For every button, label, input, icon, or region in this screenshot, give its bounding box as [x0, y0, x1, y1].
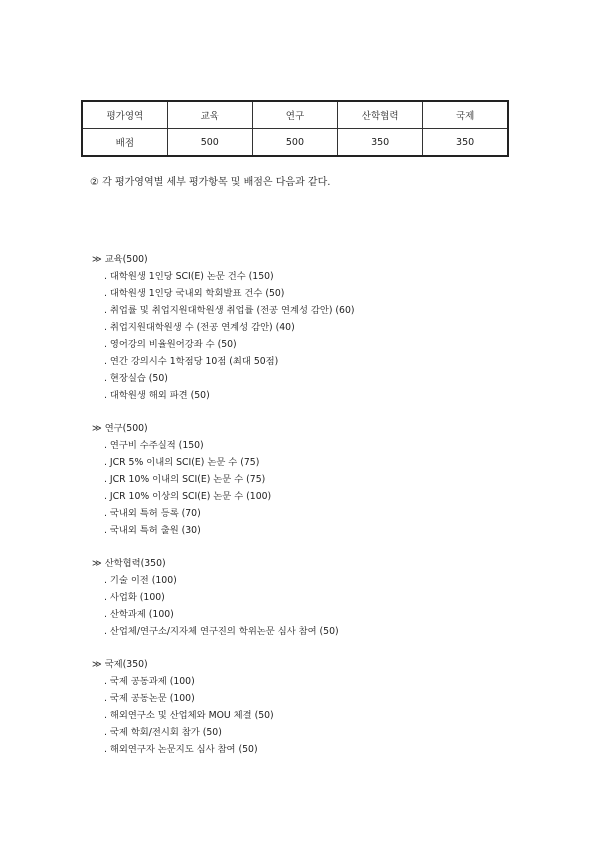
- section-title: ≫ 국제(350): [92, 659, 148, 670]
- table-cell: 평가영역: [82, 101, 167, 129]
- section-education: [92, 251, 355, 404]
- list-item: . 국제 학회/전시회 참가 (50): [104, 727, 222, 738]
- section-international: [92, 656, 355, 758]
- list-item: . 해외연구소 및 산업체와 MOU 체결 (50): [104, 710, 274, 721]
- table-cell: 국제: [423, 101, 508, 129]
- list-item: . 대학원생 1인당 SCI(E) 논문 건수 (150): [104, 271, 274, 282]
- table-row: [82, 129, 508, 157]
- list-item: . 산업체/연구소/지자체 연구진의 학위논문 심사 참여 (50): [104, 626, 339, 637]
- table-header-row: [82, 101, 508, 129]
- score-table: [81, 100, 509, 157]
- section-title: ≫ 산학협력(350): [92, 558, 166, 569]
- list-item: . 국내외 특허 등록 (70): [104, 508, 201, 519]
- list-item: . 영어강의 비율원어강좌 수 (50): [104, 339, 237, 350]
- list-item: . 기술 이전 (100): [104, 575, 177, 586]
- list-item: . 취업지원대학원생 수 (전공 연계성 감안) (40): [104, 322, 295, 333]
- section-title: ≫ 연구(500): [92, 423, 148, 434]
- list-item: . 현장실습 (50): [104, 373, 168, 384]
- evaluation-sections: [92, 251, 355, 774]
- list-item: . 국내외 특허 출원 (30): [104, 525, 201, 536]
- section-research: [92, 420, 355, 539]
- list-item: . JCR 5% 이내의 SCI(E) 논문 수 (75): [104, 457, 260, 468]
- table-cell: 500: [167, 129, 252, 157]
- table-cell: 350: [338, 129, 423, 157]
- table-cell: 배점: [82, 129, 167, 157]
- table-cell: 산학협력: [338, 101, 423, 129]
- section-industry-cooperation: [92, 555, 355, 640]
- list-item: . 연구비 수주실적 (150): [104, 440, 204, 451]
- table-cell: 연구: [252, 101, 337, 129]
- list-item: . 산학과제 (100): [104, 609, 174, 620]
- list-item: . JCR 10% 이상의 SCI(E) 논문 수 (100): [104, 491, 272, 502]
- note-paragraph: ② 각 평가영역별 세부 평가항목 및 배점은 다음과 같다.: [90, 177, 331, 188]
- table-cell: 350: [423, 129, 508, 157]
- list-item: . 사업화 (100): [104, 592, 165, 603]
- list-item: . 국제 공동논문 (100): [104, 693, 195, 704]
- list-item: . 국제 공동과제 (100): [104, 676, 195, 687]
- list-item: . 대학원생 해외 파견 (50): [104, 390, 210, 401]
- table-cell: 교육: [167, 101, 252, 129]
- list-item: . 해외연구자 논문지도 심사 참여 (50): [104, 744, 258, 755]
- list-item: . 취업률 및 취업지원대학원생 취업률 (전공 연계성 감안) (60): [104, 305, 355, 316]
- list-item: . JCR 10% 이내의 SCI(E) 논문 수 (75): [104, 474, 266, 485]
- list-item: . 연간 강의시수 1학점당 10점 (최대 50점): [104, 356, 279, 367]
- list-item: . 대학원생 1인당 국내외 학회발표 건수 (50): [104, 288, 285, 299]
- section-title: ≫ 교육(500): [92, 254, 148, 265]
- table-cell: 500: [252, 129, 337, 157]
